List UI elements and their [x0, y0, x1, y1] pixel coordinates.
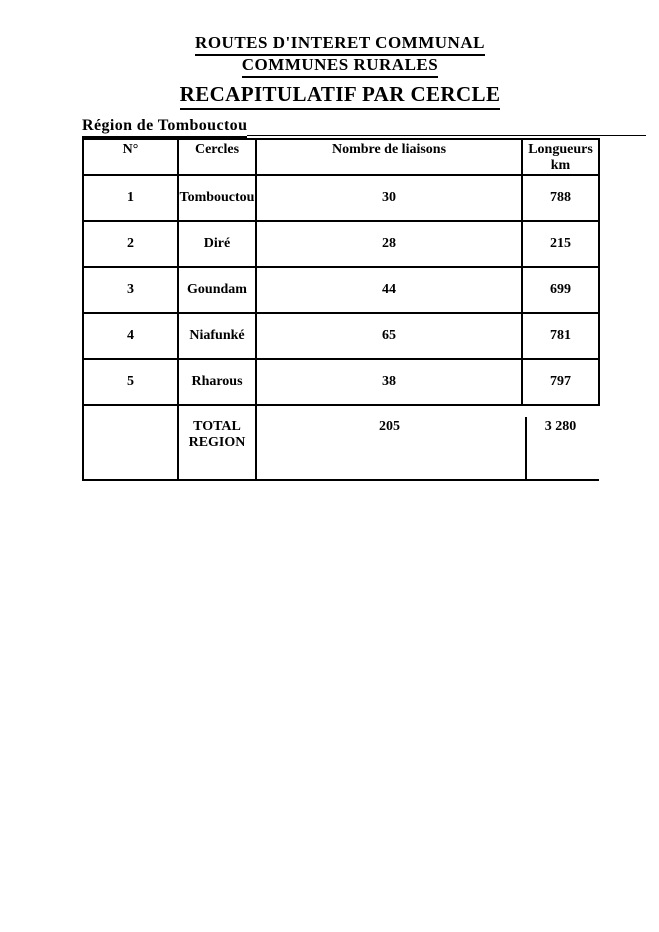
title-text: COMMUNES RURALES	[242, 55, 438, 78]
cell-num: 5	[83, 359, 178, 405]
table-header-row	[83, 139, 599, 175]
cell-num: 3	[83, 267, 178, 313]
cell-liaisons: 30	[256, 175, 522, 221]
partial-divider-line	[525, 417, 527, 479]
subtitle-text: RECAPITULATIF PAR CERCLE	[180, 82, 501, 110]
cell-liaisons: 38	[256, 359, 522, 405]
cell-longueur: 215	[522, 221, 599, 267]
cell-num: 2	[83, 221, 178, 267]
recap-table	[82, 138, 600, 481]
table-total-row	[83, 405, 599, 480]
cell-cercle: Niafunké	[178, 313, 256, 359]
cell-num: 1	[83, 175, 178, 221]
document-title-line2	[82, 55, 598, 78]
cell-total-label: TOTAL REGION	[178, 405, 256, 480]
cell-num: 4	[83, 313, 178, 359]
col-header-liaisons: Nombre de liaisons	[256, 139, 522, 175]
col-header-num: N°	[83, 139, 178, 175]
cell-longueur: 797	[522, 359, 599, 405]
cell-cercle: Goundam	[178, 267, 256, 313]
cell-cercle: Tombouctou	[178, 175, 256, 221]
cell-cercle: Diré	[178, 221, 256, 267]
total-longueur-value: 3 280	[544, 419, 577, 434]
table-row	[83, 175, 599, 221]
table-row	[83, 313, 599, 359]
table-row	[83, 359, 599, 405]
section-heading-text: Région de Tombouctou	[82, 117, 247, 138]
title-text: ROUTES D'INTERET COMMUNAL	[195, 33, 485, 56]
cell-liaisons: 65	[256, 313, 522, 359]
col-header-cercles: Cercles	[178, 139, 256, 175]
table-row	[83, 221, 599, 267]
cell-longueur: 788	[522, 175, 599, 221]
cell-total-longueur	[522, 405, 599, 480]
document-subtitle	[82, 82, 598, 110]
cell-total-liaisons: 205	[256, 405, 522, 480]
heading-rule	[247, 135, 646, 136]
cell-cercle: Rharous	[178, 359, 256, 405]
document-title-line1	[82, 33, 598, 56]
cell-longueur: 781	[522, 313, 599, 359]
cell-longueur: 699	[522, 267, 599, 313]
cell-empty	[83, 405, 178, 480]
section-heading	[82, 117, 646, 138]
col-header-longueurs: Longueurs km	[522, 139, 599, 175]
cell-liaisons: 44	[256, 267, 522, 313]
table-row	[83, 267, 599, 313]
cell-liaisons: 28	[256, 221, 522, 267]
